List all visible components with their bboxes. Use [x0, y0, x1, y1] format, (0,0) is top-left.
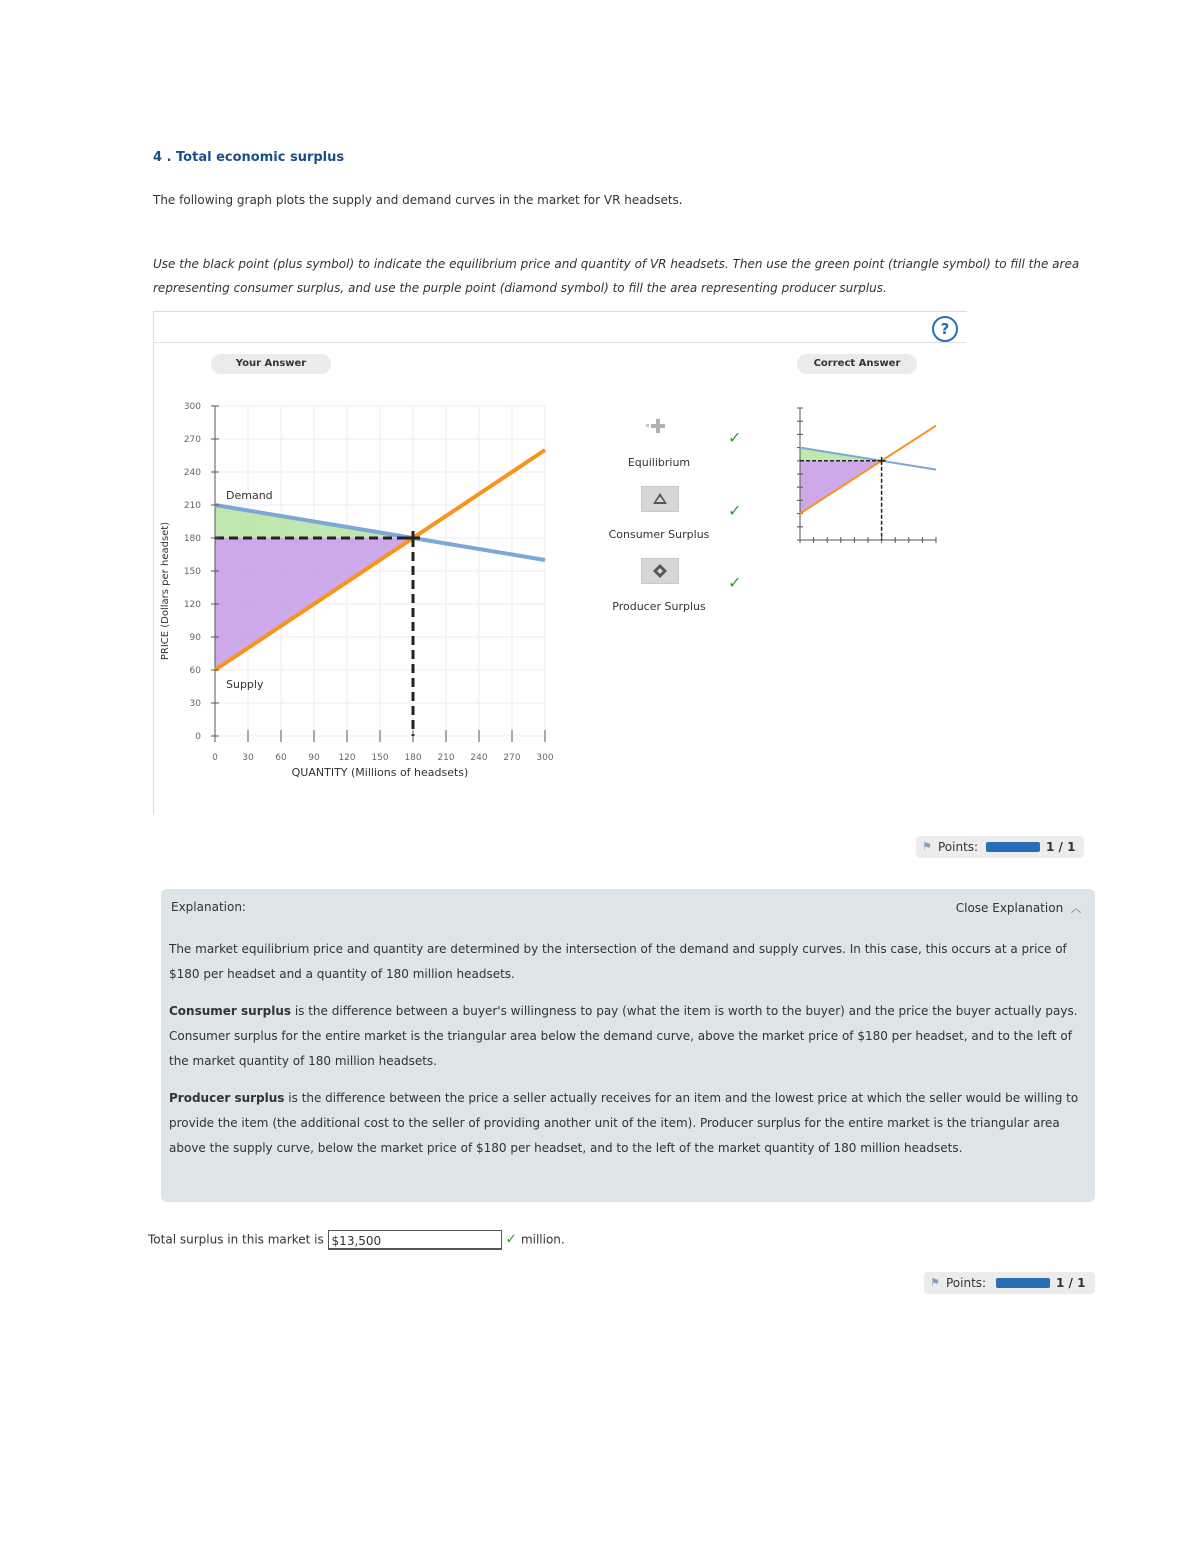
x-tick-label: 240: [470, 753, 488, 763]
explanation-paragraph-1: The market equilibrium price and quantity are determined by the intersection of the demand and supply curves. In this case, this occurs at a price of $180 per headset and a quantity of 180 million headsets.: [169, 942, 1067, 981]
plus-icon: [640, 414, 676, 440]
question-title: 4 . Total economic surplus: [153, 150, 345, 165]
correct-answer-chart: [780, 390, 960, 590]
points-progress-bar: [986, 842, 1040, 852]
consumer-surplus-check-icon: ✓: [728, 501, 742, 520]
explanation-paragraph-3: Producer surplus is the difference between the price a seller actually receives for an item and the lowest price at which the seller would be willing to provide the item (the additional cost to the seller of providing another unit of the item). Producer surplus for the entire market is the triangular area above the supply curve, below the market price of $180 per headset, and to the left of the market quantity of 180 million headsets.: [169, 1091, 1079, 1155]
supply-label: Supply: [226, 678, 264, 691]
main-chart[interactable]: [150, 390, 570, 790]
x-tick-label: 90: [308, 753, 320, 763]
close-explanation-button[interactable]: [956, 900, 1081, 915]
total-surplus-row: [148, 1230, 565, 1250]
explanation-heading: Explanation:: [171, 900, 246, 914]
correct-answer-tab[interactable]: Correct Answer: [797, 354, 917, 374]
producer-surplus-term: Producer surplus: [169, 1091, 285, 1105]
explanation-paragraph-2: Consumer surplus is the difference between a buyer's willingness to pay (what the item is worth to the buyer) and the price the buyer actually pays. Consumer surplus for the entire market is the triangular area below the demand curve, above the market price of $180 per headset, and to the left of the market quantity of 180 million headsets.: [169, 1004, 1078, 1068]
total-surplus-suffix: million.: [520, 1232, 565, 1247]
close-explanation-label: Close Explanation: [955, 901, 1064, 915]
y-tick-label: 210: [183, 501, 201, 511]
x-tick-label: 150: [371, 753, 389, 763]
triangle-icon: [642, 487, 678, 511]
final-points-progress-bar: [996, 1278, 1050, 1288]
x-tick-label: 210: [437, 753, 455, 763]
explanation-body: [169, 937, 1089, 1161]
diamond-icon: [642, 559, 678, 583]
your-answer-tab[interactable]: Your Answer: [211, 354, 331, 374]
y-tick-label: 240: [183, 468, 201, 478]
question-intro: The following graph plots the supply and demand curves in the market for VR headsets.: [153, 193, 683, 207]
y-tick-label: 180: [183, 534, 201, 544]
flag-icon: ⚑: [922, 840, 932, 853]
final-points-badge: [924, 1272, 1095, 1294]
producer-surplus-tool-label: Producer Surplus: [612, 600, 706, 613]
explanation-box: [161, 889, 1095, 1202]
x-axis-title: QUANTITY (Millions of headsets): [291, 766, 469, 779]
chevron-up-icon: ︿: [1071, 904, 1081, 915]
equilibrium-check-icon: ✓: [728, 428, 742, 447]
y-tick-label: 150: [183, 567, 201, 577]
total-surplus-input[interactable]: $13,500: [328, 1230, 502, 1250]
x-tick-label: 180: [404, 753, 422, 763]
equilibrium-tool-label: Equilibrium: [627, 456, 691, 469]
consumer-surplus-tool[interactable]: [641, 486, 679, 512]
x-tick-label: 300: [536, 753, 554, 763]
y-tick-label: 300: [183, 402, 201, 412]
y-tick-label: 120: [183, 600, 201, 610]
answer-check-icon: ✓: [505, 1231, 518, 1248]
consumer-surplus-term: Consumer surplus: [169, 1004, 292, 1018]
x-tick-label: 60: [275, 753, 287, 763]
final-points-value: 1 / 1: [1056, 1276, 1086, 1290]
y-tick-label: 90: [189, 633, 201, 643]
producer-surplus-tool[interactable]: [641, 558, 679, 584]
points-value: 1 / 1: [1046, 840, 1076, 854]
y-tick-label: 0: [195, 732, 201, 742]
question-instructions: Use the black point (plus symbol) to indicate the equilibrium price and quantity of VR headsets. Then use the green point (triangle symbol) to fill the area representing consumer surplus, and use the purple point (diamond symbol) to fill the area representing producer surplus.: [153, 257, 1080, 295]
points-label: Points:: [938, 840, 979, 854]
final-points-label: Points:: [946, 1276, 987, 1290]
y-tick-label: 30: [189, 699, 201, 709]
demand-label: Demand: [226, 489, 273, 502]
x-tick-label: 120: [338, 753, 356, 763]
producer-surplus-check-icon: ✓: [728, 573, 742, 592]
y-tick-label: 60: [189, 666, 201, 676]
consumer-surplus-tool-label: Consumer Surplus: [608, 528, 710, 541]
x-tick-label: 270: [503, 753, 521, 763]
panel-divider: [153, 342, 966, 343]
help-icon[interactable]: ?: [932, 316, 958, 342]
equilibrium-tool[interactable]: [640, 414, 676, 440]
x-tick-label: 30: [242, 753, 254, 763]
flag-icon: ⚑: [930, 1276, 940, 1289]
y-axis-title: PRICE (Dollars per headset): [160, 521, 171, 661]
x-tick-label: 0: [212, 753, 218, 763]
total-surplus-prefix: Total surplus in this market is: [148, 1232, 324, 1247]
y-tick-label: 270: [183, 435, 201, 445]
graph-points-badge: [916, 836, 1084, 858]
